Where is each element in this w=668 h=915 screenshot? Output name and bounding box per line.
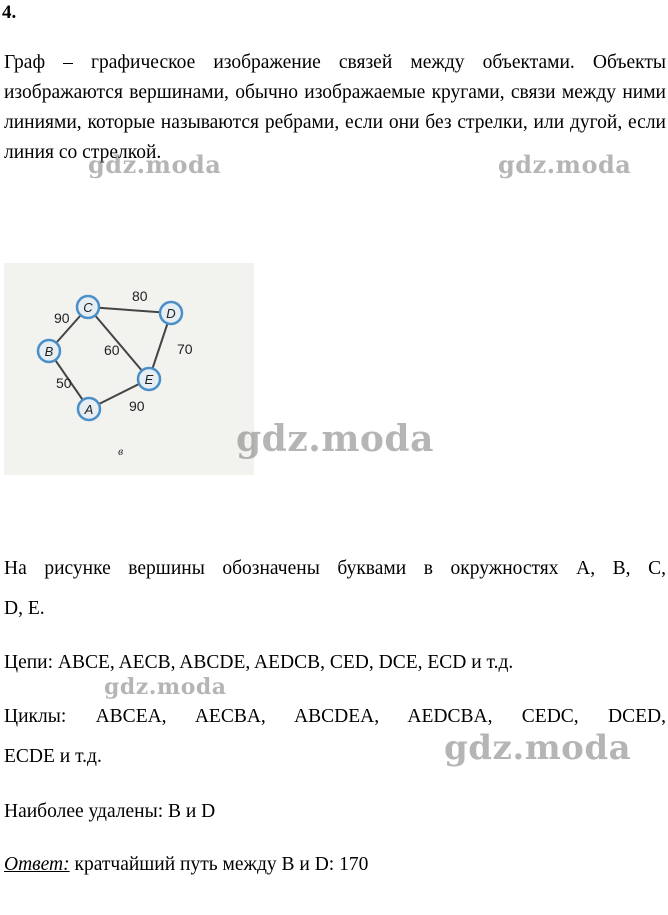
figure-caption: в xyxy=(118,444,124,458)
watermark: gdz.moda xyxy=(498,150,632,179)
intro-paragraph: Граф – графическое изображение связей между объектами. Объекты изображаются вершинами, обычно изображаемые кругами, связи между ними линиями, которые называются ребрами, если они без стрелки, или дугой, если линия со стрелкой. xyxy=(4,52,666,163)
graph-node-label: A xyxy=(84,402,94,417)
graph-node-label: C xyxy=(83,300,93,315)
edge-weight-label: 50 xyxy=(56,375,72,391)
edge-weight-label: 90 xyxy=(129,398,145,414)
edge-weight-label: 70 xyxy=(177,341,193,357)
edge-weight-label: 80 xyxy=(132,288,148,304)
graph-figure xyxy=(4,263,254,475)
graph-node-label: E xyxy=(144,372,154,387)
chains-line: Цепи: ABCE, AECB, ABCDE, AEDCB, CED, DCE, ECD и т.д. xyxy=(4,652,514,673)
graph-node-label: B xyxy=(44,344,54,359)
watermark: gdz.moda xyxy=(444,728,632,768)
graph-edge-cd xyxy=(88,307,171,313)
most-distant-line: Наиболее удалены: B и D xyxy=(4,801,216,822)
watermark: gdz.moda xyxy=(236,418,434,460)
edge-weight-label: 90 xyxy=(54,310,70,326)
vertices-line-1: На рисунке вершины обозначены буквами в окружностях A, B, C, xyxy=(4,558,666,579)
cycles-line-1: Циклы: ABCEA, AECBA, ABCDEA, AEDCBA, CEDC, DCED, xyxy=(4,706,666,727)
graph-node-label: D xyxy=(166,306,176,321)
cycles-line-2: ECDE и т.д. xyxy=(4,746,102,767)
watermark: gdz.moda xyxy=(104,674,227,700)
graph-diagram xyxy=(4,263,254,475)
answer-label: Ответ: xyxy=(4,854,70,875)
vertices-line-2: D, E. xyxy=(4,598,45,619)
answer-line xyxy=(4,854,368,876)
answer-text: кратчайший путь между B и D: 170 xyxy=(74,854,369,875)
task-number: 4. xyxy=(2,2,17,23)
edge-weight-label: 60 xyxy=(104,342,120,358)
watermark: gdz.moda xyxy=(88,150,222,179)
